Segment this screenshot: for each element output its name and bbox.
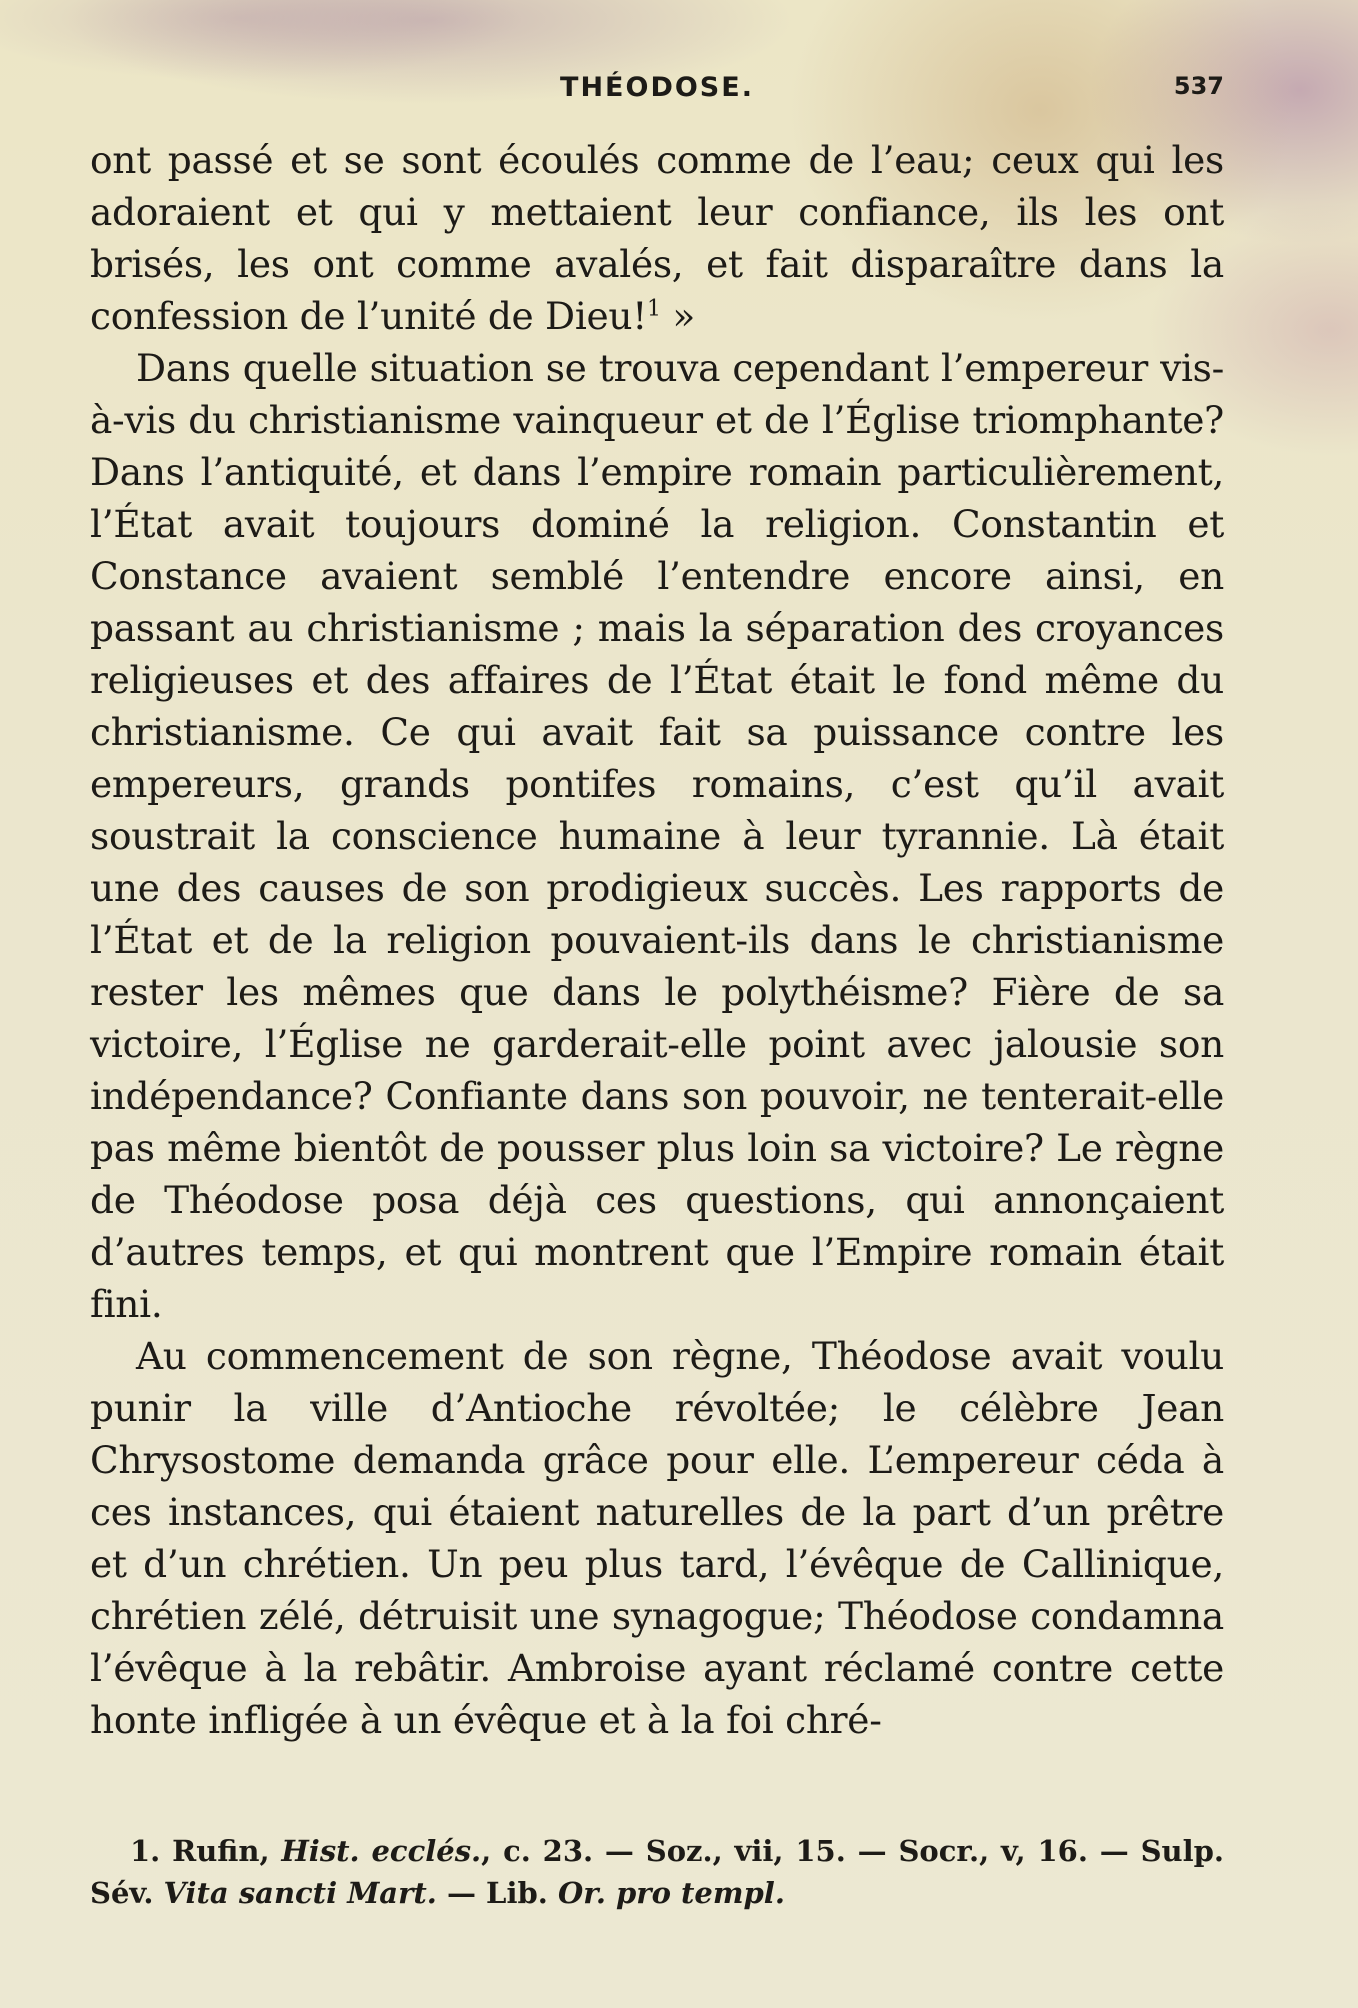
footnote-number: 1. <box>130 1834 161 1868</box>
footnote-text-b: , c. 23. — Soz., vii, 15. — Socr., v, 16. — Sulp. Sév. <box>90 1834 1224 1910</box>
footnote-title-1: Hist. ecclés. <box>281 1834 482 1868</box>
page-header <box>90 72 1224 112</box>
page-number: 537 <box>1173 72 1224 100</box>
footnote-text-c: — Lib. <box>436 1876 558 1910</box>
paragraph-2: Dans quelle situation se trouva cependant l’empereur vis-à-vis du christianisme vainqueur et de l’Église triomphante? Dans l’antiquité, et dans l’empire romain particulièrement, l’État avait toujours dominé la religion. Constantin et Constance avaient semblé l’entendre encore ainsi, en passant au christianisme ; mais la séparation des croyances religieuses et des affaires de l’État était le fond même du christianisme. Ce qui avait fait sa puissance contre les empereurs, grands pontifes romains, c’est qu’il avait soustrait la conscience humaine à leur tyrannie. Là était une des causes de son prodigieux succès. Les rapports de l’État et de la religion pouvaient-ils dans le christianisme rester les mêmes que dans le polythéisme? Fière de sa victoire, l’Église ne garderait-elle point avec jalousie son indépendance? Confiante dans son pouvoir, ne tenterait-elle pas même bientôt de pousser plus loin sa victoire? Le règne de Théodose posa déjà ces questions, qui annonçaient d’autres temps, et qui montrent que l’Empire romain était fini. <box>90 346 1224 1326</box>
closing-quote: » <box>660 294 696 338</box>
footnote-title-2: Vita sancti Mart. <box>163 1876 437 1910</box>
footnote-reference: 1 <box>647 296 661 322</box>
body-text <box>90 134 1224 1746</box>
footnote-text-a: Rufin, <box>160 1834 282 1868</box>
paragraph-1-text: ont passé et se sont écoulés comme de l’eau; ceux qui les adoraient et qui y mettaient leur confiance, ils les ont brisés, les ont comme avalés, et fait disparaître dans la confession de l’unité de Dieu! <box>90 138 1224 338</box>
footnote-title-3: Or. pro templ. <box>557 1876 785 1910</box>
running-title: THÉODOSE. <box>560 72 754 103</box>
footnote <box>90 1830 1224 1914</box>
paragraph-3: Au commencement de son règne, Théodose avait voulu punir la ville d’Antioche révoltée; le célèbre Jean Chrysostome demanda grâce pour elle. L’empereur céda à ces instances, qui étaient naturelles de la part d’un prêtre et d’un chrétien. Un peu plus tard, l’évêque de Callinique, chrétien zélé, détruisit une synagogue; Théodose condamna l’évêque à la rebâtir. Ambroise ayant réclamé contre cette honte infligée à un évêque et à la foi chré- <box>90 1334 1224 1742</box>
paragraph-1 <box>90 134 1224 342</box>
